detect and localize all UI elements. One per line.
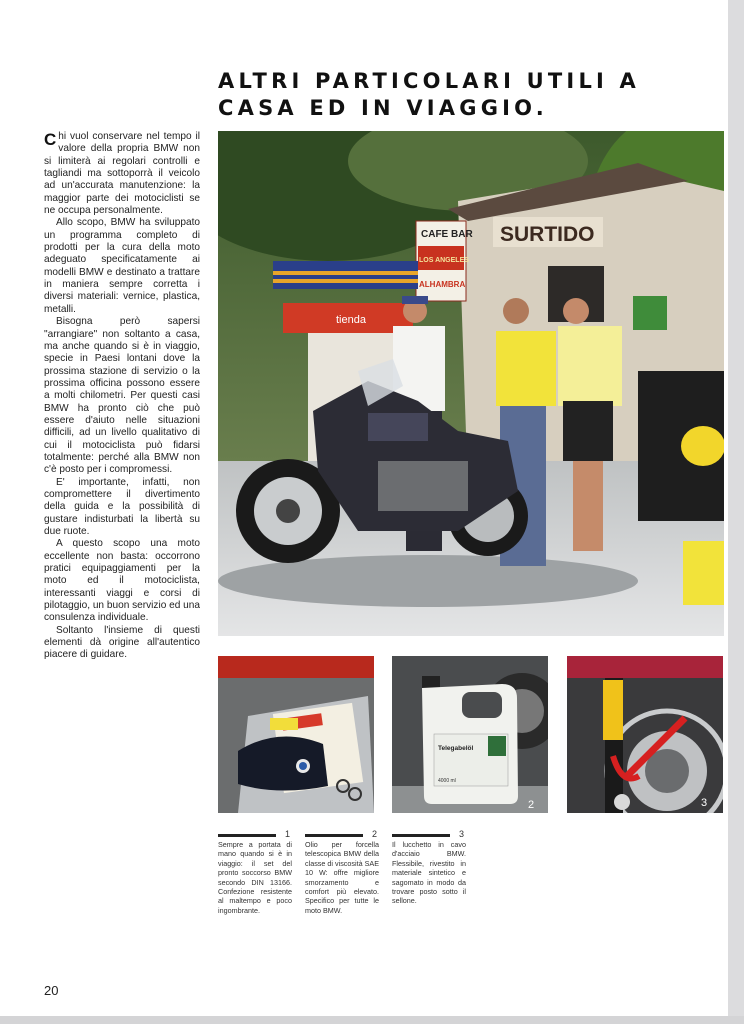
sign-los-angeles: LOS ANGELES	[419, 257, 469, 264]
caption-1-rule	[218, 834, 276, 837]
caption-3-text: Il lucchetto in cavo d'acciaio BMW. Flessibile, rivestito in materiale sintetico e sagomato in modo da trovare posto sotto il sellone.	[392, 840, 466, 906]
paragraph-4: E' importante, infatti, non compromettere il divertimento della guida e la possibilità di gustare indisturbati la libertà su due ruote.	[44, 476, 200, 537]
photo-number-2: 2	[528, 799, 535, 811]
photo-first-aid-kit	[218, 656, 374, 813]
sign-alhambra: ALHAMBRA	[419, 280, 466, 289]
body-text	[44, 131, 200, 662]
photo-fork-oil-bottle	[392, 656, 548, 813]
caption-2-text: Olio per forcella telescopica BMW della classe di viscosità SAE 10 W: offre migliore smorzamento e comfort più elevato. Specifico per tutte le moto BMW.	[305, 840, 379, 915]
paragraph-6: Soltanto l'insieme di questi elementi dà origine all'autentico piacere di guidare.	[44, 624, 200, 661]
page-title: ALTRI PARTICOLARI UTILI A CASA ED IN VIAGGIO.	[218, 69, 640, 120]
bottle-label: Telegabelöl	[438, 745, 474, 752]
caption-1-text: Sempre a portata di mano quando si è in viaggio: il set del pronto soccorso BMW secondo DIN 13166. Confezione resistente al maltempo e poco ingombrante.	[218, 840, 292, 915]
main-photo-motorcycle-gas-station	[218, 131, 724, 636]
page-edge-right	[728, 0, 744, 1024]
caption-1-number: 1	[284, 829, 290, 839]
photo-cable-lock	[567, 656, 723, 813]
main-photo-illustration	[218, 131, 724, 636]
sign-cafe-bar: CAFE BAR	[421, 229, 473, 240]
paragraph-1: Chi vuol conservare nel tempo il valore della propria BMW non si limiterà ai regolari controlli e tagliandi ma sottoporrà il veicolo ad un'accurata manutenzione: la maggior parte dei motociclisti se ne occupa personalmente.	[44, 130, 200, 217]
photo-number-3: 3	[701, 797, 708, 809]
paragraph-2: Allo scopo, BMW ha sviluppato un programma completo di prodotti per la cura della moto adeguato specificatamente ai modelli BMW e destinato a trattare in maniera sempre corretta i diversi materiali: vernice, plastica, metalli.	[44, 217, 200, 315]
caption-2-number: 2	[371, 829, 377, 839]
cable-lock-illustration	[567, 656, 723, 813]
first-aid-kit-illustration	[218, 656, 374, 813]
page-edge-bottom	[0, 1016, 744, 1024]
paragraph-3: Bisogna però sapersi "arrangiare" non soltanto a casa, ma anche quando si è in viaggio, specie in Paesi lontani dove la prossima stazione di servizio o la prossima officina possono essere a molti chilometri. Per questi casi BMW ha pronto ciò che può essere d'aiuto nelle situazioni difficili, ad un livello qualitativo di cui il motociclista può fidarsi totalmente: perché alla BMW non c'è posto per i compromessi.	[44, 316, 200, 476]
page-number: 20	[44, 983, 59, 998]
bottle-volume: 4000 ml	[438, 778, 456, 784]
caption-3-number: 3	[458, 829, 464, 839]
paragraph-5: A questo scopo una moto eccellente non basta: occorrono pratici equipaggiamenti per la moto ed il motociclista, interessanti viaggi e corsi di pilotaggio, un buon servizio ed una consulenza individuale.	[44, 538, 201, 624]
drop-cap: C	[44, 130, 57, 149]
caption-3-rule	[392, 834, 450, 837]
sign-surtido: SURTIDO	[500, 223, 595, 246]
sign-tienda: tienda	[336, 314, 366, 326]
caption-2-rule	[305, 834, 363, 837]
fork-oil-illustration	[392, 656, 548, 813]
